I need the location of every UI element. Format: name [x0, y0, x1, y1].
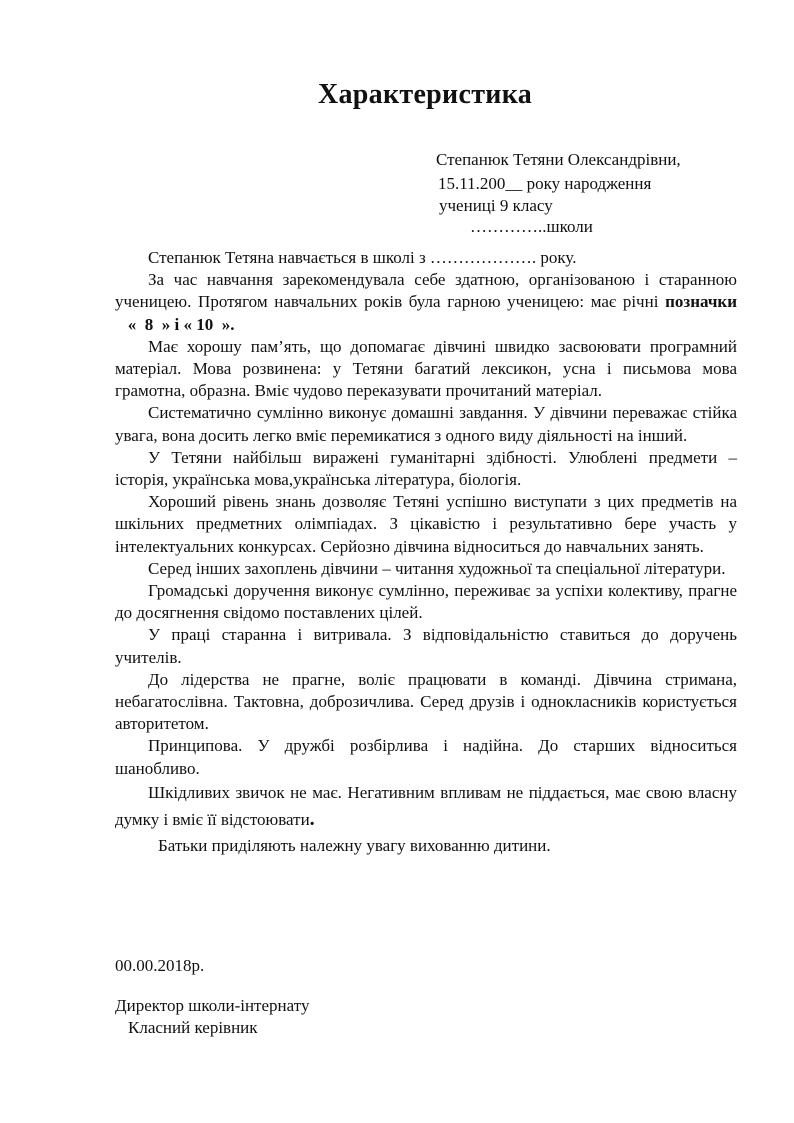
paragraph-parents: Батьки приділяють належну увагу вихованню дитини. — [158, 835, 551, 855]
marks-values: « 8 » і « 10 ». — [115, 314, 235, 334]
paragraph-principles: Принципова. У дружбі розбірлива і надійна. До старших відноситься шанобливо. — [115, 736, 737, 778]
student-name-line: Степанюк Тетяни Олександрівни, — [436, 150, 681, 169]
birth-year-line: 15.11.200__ року народження — [438, 174, 652, 193]
paragraph-olympiads: Хороший рівень знань дозволяє Тетяні успішно виступати з цих предметів на шкільних предметних олімпіадах. З цікавістю і результативно бере участь у інтелектуальних конкурсах. Серйозно дівчина відноситься до навчальних занять. — [115, 492, 737, 556]
class-line: учениці 9 класу — [439, 196, 553, 215]
characteristic-body — [115, 247, 737, 857]
class-teacher-signature-label: Класний керівник — [128, 1018, 258, 1037]
paragraph-homework: Систематично сумлінно виконує домашні завдання. У дівчини переважає стійка увага, вона досить легко вміє перемикатися з одного виду діяльності на інший. — [115, 403, 737, 445]
director-signature-label: Директор школи-інтернату — [115, 996, 310, 1015]
paragraph-grades — [115, 269, 737, 336]
paragraph-work: У праці старанна і витривала. З відповідальністю ставиться до доручень учителів. — [115, 625, 737, 667]
paragraph-hobbies: Серед інших захоплень дівчини – читання художньої та спеціальної літератури. — [148, 558, 726, 578]
paragraph-leadership: До лідерства не прагне, воліє працювати в команді. Дівчина стримана, небагатослівна. Тактовна, доброзичлива. Серед друзів і однокласників користується авторитетом. — [115, 669, 737, 734]
paragraph-habits-period: . — [309, 807, 315, 830]
document-title: Характеристика — [317, 79, 533, 110]
paragraph-social-duties: Громадські доручення виконує сумлінно, переживає за успіхи колективу, прагне до досягнення свідомо поставлених цілей. — [115, 581, 737, 623]
student-header — [0, 0, 794, 240]
paragraph-habits — [115, 780, 737, 833]
paragraph-abilities: У Тетяни найбільш виражені гуманітарні здібності. Улюблені предмети – історія, українська мова,українська література, біологія. — [115, 447, 737, 490]
paragraph-memory: Має хорошу пам’ять, що допомагає дівчині швидко засвоювати програмний матеріал. Мова розвинена: у Тетяни багатий лексикон, усна і письмова мова грамотна, образна. Вміє чудово переказувати прочитаний матеріал. — [115, 336, 737, 401]
marks-label: позначки — [665, 292, 737, 312]
document-date: 00.00.2018р. — [115, 956, 205, 975]
paragraph-habits-text: Шкідливих звичок не має. Негативним впливам не піддається, має свою власну думку і вміє її відстоювати — [115, 782, 737, 829]
paragraph-grades-text: За час навчання зарекомендувала себе здатною, організованою і старанною ученицею. Протягом навчальних років була гарною ученицею: має річні — [115, 270, 737, 312]
paragraph-enrollment: Степанюк Тетяна навчається в школі з ………………. року. — [148, 248, 577, 267]
school-line: …………..школи — [470, 217, 593, 236]
